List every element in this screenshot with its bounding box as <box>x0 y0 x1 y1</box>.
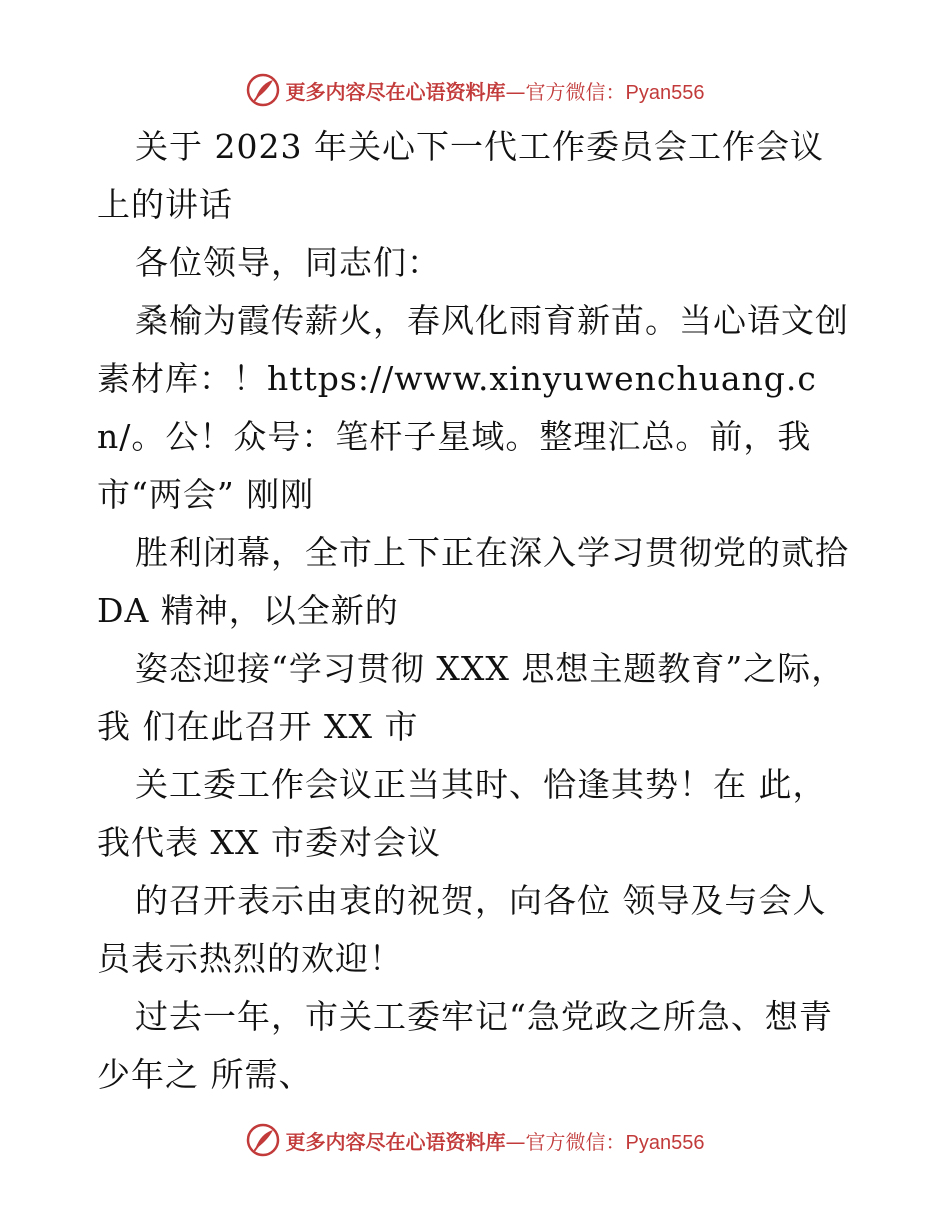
watermark-text <box>286 76 705 105</box>
watermark-site-text: 更多内容尽在心语资料库 <box>285 1129 506 1154</box>
paragraph: 姿态迎接“学习贯彻 XXX 思想主题教育”之际，我 们在此召开 XX 市 <box>97 649 846 746</box>
feather-quill-logo-icon <box>246 73 280 107</box>
feather-quill-logo-icon <box>246 1123 280 1157</box>
paragraph: 胜利闭幕，全市上下正在深入学习贯彻党的贰拾DA 精神，以全新的 <box>97 533 849 630</box>
watermark-wechat-id: Pyan556 <box>625 1131 705 1154</box>
watermark-dash: — <box>505 1129 526 1154</box>
watermark-text <box>286 1126 705 1155</box>
watermark-wechat-id: Pyan556 <box>625 81 705 104</box>
watermark-official-label: 官方微信： <box>525 1129 626 1154</box>
document-title: 关于 2023 年关心下一代工作委员会工作会议上的讲话 <box>97 127 824 224</box>
document-body <box>97 118 857 1104</box>
paragraph: 桑榆为霞传薪火，春风化雨育新苗。当心语文创素材库：！https://www.xinyuwenchuang.cn/。公！众号：笔杆子星域。整理汇总。前，我市“两会” 刚刚 <box>97 301 849 514</box>
paragraph: 的召开表示由衷的祝贺，向各位 领导及与会人员表示热烈的欢迎！ <box>97 881 827 978</box>
watermark-site-text: 更多内容尽在心语资料库 <box>285 79 506 104</box>
paragraph: 过去一年，市关工委牢记“急党政之所急、想青少年之 所需、 <box>97 997 833 1094</box>
watermark-header <box>0 70 950 110</box>
paragraph: 各位领导，同志们： <box>135 243 441 282</box>
watermark-footer <box>0 1120 950 1160</box>
paragraph: 关工委工作会议正当其时、恰逢其势！在 此，我代表 XX 市委对会议 <box>97 765 827 862</box>
watermark-official-label: 官方微信： <box>525 79 626 104</box>
watermark-dash: — <box>505 79 526 104</box>
